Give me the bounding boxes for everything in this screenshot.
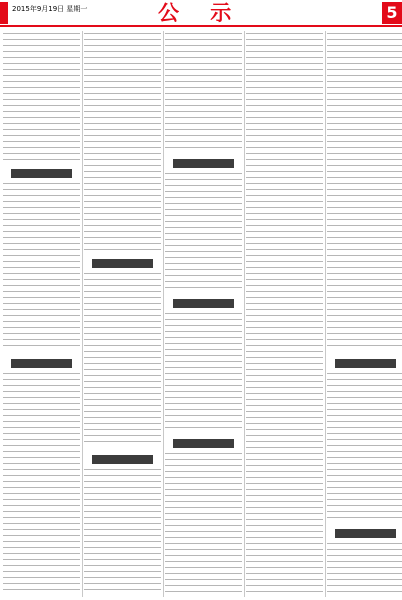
header-accent-bar xyxy=(0,2,8,24)
column-5 xyxy=(327,31,402,597)
block-heading xyxy=(92,455,153,464)
column-4 xyxy=(246,31,323,597)
issue-date: 2015年9月19日 星期一 xyxy=(12,5,88,13)
list-block xyxy=(84,33,161,251)
column-2 xyxy=(84,31,161,597)
list-block xyxy=(165,453,242,595)
column-divider xyxy=(82,31,83,597)
column-3 xyxy=(165,31,242,597)
block-heading xyxy=(11,169,72,178)
list-block xyxy=(327,373,402,521)
block-heading xyxy=(335,529,396,538)
column-divider xyxy=(325,31,326,597)
list-block xyxy=(327,33,402,351)
list-block xyxy=(165,173,242,291)
block-heading xyxy=(173,159,234,168)
list-block xyxy=(3,373,80,595)
block-heading xyxy=(335,359,396,368)
block-heading xyxy=(92,259,153,268)
header-rule xyxy=(0,25,402,27)
list-block xyxy=(3,183,80,351)
list-block xyxy=(3,33,80,161)
list-block xyxy=(84,469,161,595)
article-columns xyxy=(3,31,399,597)
list-block xyxy=(84,273,161,447)
page-header xyxy=(0,0,402,26)
column-1 xyxy=(3,31,80,597)
block-heading xyxy=(173,299,234,308)
page-number: 5 xyxy=(382,2,402,24)
list-block xyxy=(165,313,242,431)
column-divider xyxy=(163,31,164,597)
list-block xyxy=(246,33,323,595)
block-heading xyxy=(173,439,234,448)
section-title: 公 示 xyxy=(158,1,244,25)
list-block xyxy=(327,543,402,595)
column-divider xyxy=(244,31,245,597)
block-heading xyxy=(11,359,72,368)
list-block xyxy=(165,33,242,151)
